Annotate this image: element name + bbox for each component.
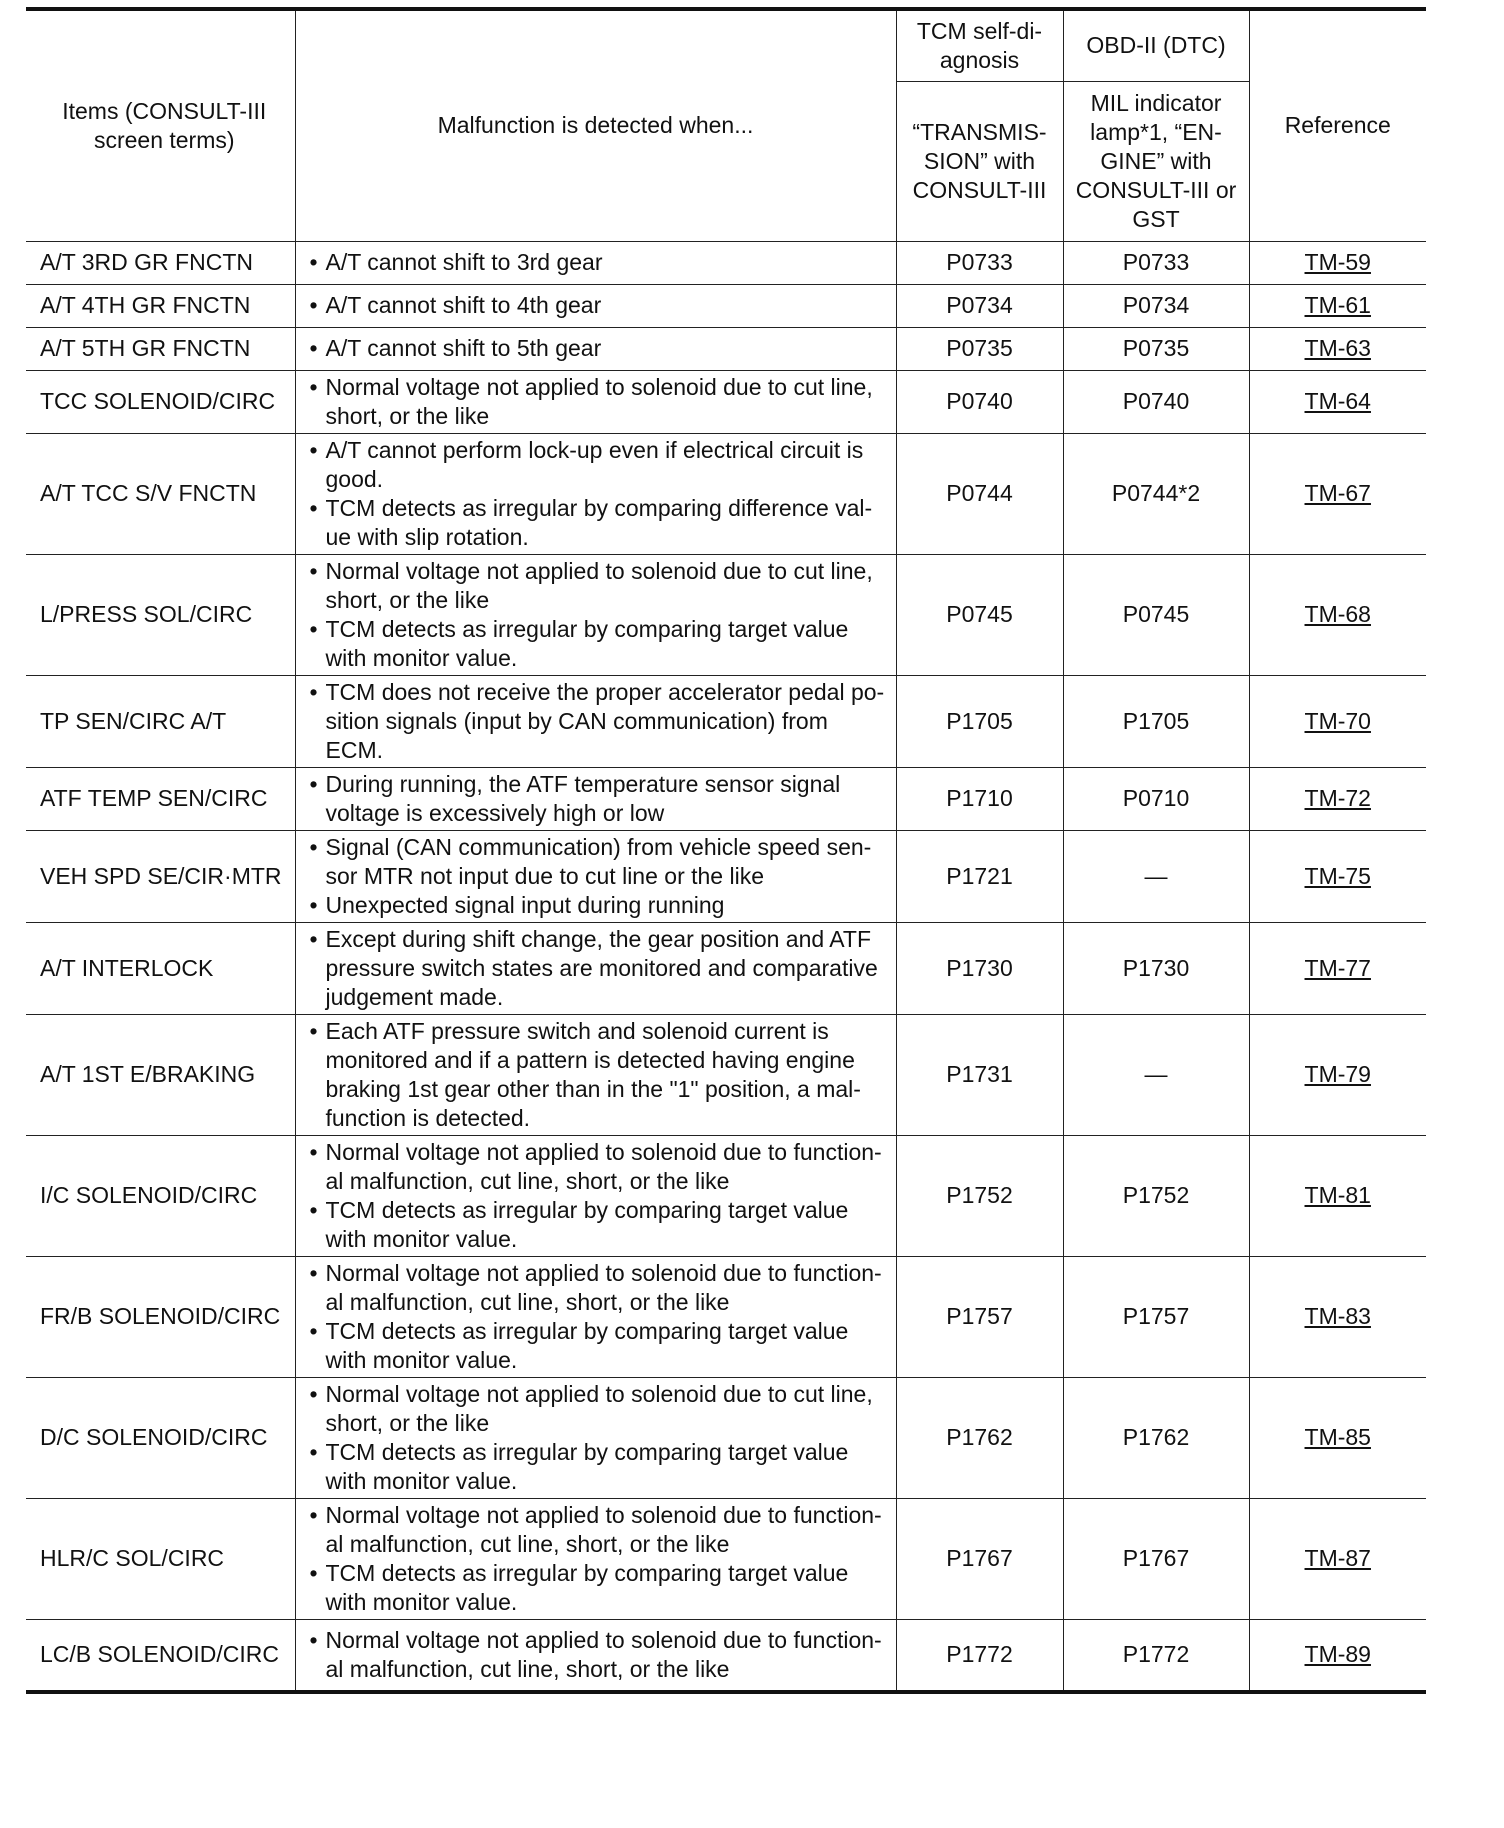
- dtc-table-wrapper: [26, 7, 1426, 1694]
- malfunction-description: [295, 554, 896, 675]
- item-name: A/T INTERLOCK: [26, 922, 295, 1014]
- description-list: [302, 768, 890, 830]
- malfunction-description: [295, 1498, 896, 1619]
- table-row: [26, 554, 1426, 675]
- header-malfunction: Malfunction is detected when...: [295, 9, 896, 241]
- description-item: • Unexpected signal input during running: [302, 891, 890, 920]
- reference-cell: [1249, 1135, 1426, 1256]
- reference-cell: [1249, 433, 1426, 554]
- table-row: [26, 327, 1426, 370]
- description-list: [302, 434, 890, 554]
- table-row: [26, 433, 1426, 554]
- reference-link[interactable]: TM-63: [1304, 335, 1371, 361]
- reference-cell: [1249, 1498, 1426, 1619]
- malfunction-description: [295, 675, 896, 767]
- obd-code: P0735: [1063, 327, 1249, 370]
- reference-cell: [1249, 554, 1426, 675]
- description-item: • Normal voltage not applied to solenoid due to cut line, short, or the like: [302, 557, 890, 615]
- tcm-code: P1767: [896, 1498, 1063, 1619]
- reference-link[interactable]: TM-77: [1304, 954, 1371, 981]
- reference-cell: [1249, 327, 1426, 370]
- table-row: [26, 284, 1426, 327]
- obd-code: P0740: [1063, 370, 1249, 433]
- description-list: [302, 676, 890, 767]
- obd-code: P0745: [1063, 554, 1249, 675]
- description-item: • TCM detects as irregular by comparing difference val-ue with slip rotation.: [302, 494, 890, 552]
- tcm-code: P0744: [896, 433, 1063, 554]
- item-name: TCC SOLENOID/CIRC: [26, 370, 295, 433]
- description-item: • Normal voltage not applied to solenoid due to cut line, short, or the like: [302, 1380, 890, 1438]
- header-reference: Reference: [1249, 9, 1426, 241]
- obd-code: P1705: [1063, 675, 1249, 767]
- reference-link[interactable]: TM-59: [1304, 249, 1371, 275]
- reference-link[interactable]: TM-67: [1304, 480, 1371, 506]
- table-row: [26, 1135, 1426, 1256]
- obd-code: P1752: [1063, 1135, 1249, 1256]
- malfunction-description: [295, 1377, 896, 1498]
- item-name: LC/B SOLENOID/CIRC: [26, 1619, 295, 1692]
- tcm-code: P0734: [896, 284, 1063, 327]
- item-name: A/T 3RD GR FNCTN: [26, 241, 295, 284]
- tcm-code: P1710: [896, 767, 1063, 830]
- malfunction-description: [295, 1256, 896, 1377]
- malfunction-description: [295, 433, 896, 554]
- table-row: [26, 1256, 1426, 1377]
- reference-link[interactable]: TM-68: [1304, 601, 1371, 627]
- obd-code: P0734: [1063, 284, 1249, 327]
- description-item: • A/T cannot shift to 5th gear: [302, 334, 890, 363]
- description-item: • A/T cannot shift to 4th gear: [302, 291, 890, 320]
- item-name: A/T 5TH GR FNCTN: [26, 327, 295, 370]
- reference-link[interactable]: TM-79: [1304, 1061, 1371, 1087]
- description-item: • Normal voltage not applied to solenoid due to function-al malfunction, cut line, short, or the like: [302, 1259, 890, 1317]
- obd-code: P1757: [1063, 1256, 1249, 1377]
- header-items: Items (CONSULT-III screen terms): [26, 9, 295, 241]
- reference-link[interactable]: TM-64: [1304, 388, 1371, 414]
- tcm-code: P1762: [896, 1377, 1063, 1498]
- dtc-table: [26, 7, 1426, 1694]
- header-obd: OBD-II (DTC): [1063, 9, 1249, 81]
- description-list: [302, 371, 890, 433]
- description-list: [302, 1378, 890, 1498]
- description-item: • A/T cannot shift to 3rd gear: [302, 248, 890, 277]
- description-list: [302, 332, 890, 365]
- table-row: [26, 1498, 1426, 1619]
- reference-link[interactable]: TM-89: [1304, 1641, 1371, 1668]
- table-row: [26, 767, 1426, 830]
- item-name: I/C SOLENOID/CIRC: [26, 1135, 295, 1256]
- reference-link[interactable]: TM-81: [1304, 1182, 1371, 1208]
- tcm-code: P1752: [896, 1135, 1063, 1256]
- table-row: [26, 675, 1426, 767]
- malfunction-description: [295, 1014, 896, 1135]
- description-list: [302, 289, 890, 322]
- malfunction-description: [295, 922, 896, 1014]
- reference-link[interactable]: TM-87: [1304, 1545, 1371, 1571]
- reference-link[interactable]: TM-75: [1304, 862, 1371, 889]
- reference-link[interactable]: TM-85: [1304, 1424, 1371, 1450]
- table-row: [26, 1377, 1426, 1498]
- item-name: HLR/C SOL/CIRC: [26, 1498, 295, 1619]
- table-header: [26, 9, 1426, 241]
- tcm-code: P1705: [896, 675, 1063, 767]
- tcm-code: P1772: [896, 1619, 1063, 1692]
- table-body: [26, 241, 1426, 1692]
- obd-code: P1730: [1063, 922, 1249, 1014]
- description-item: • TCM detects as irregular by comparing target value with monitor value.: [302, 1196, 890, 1254]
- obd-code: P0710: [1063, 767, 1249, 830]
- reference-cell: [1249, 284, 1426, 327]
- description-item: • Except during shift change, the gear position and ATF pressure switch states are monitored and comparative judgement made.: [302, 925, 890, 1012]
- reference-cell: [1249, 767, 1426, 830]
- item-name: A/T TCC S/V FNCTN: [26, 433, 295, 554]
- malfunction-description: [295, 1619, 896, 1692]
- malfunction-description: [295, 241, 896, 284]
- table-row: [26, 830, 1426, 922]
- reference-link[interactable]: TM-72: [1304, 785, 1371, 811]
- obd-code: P1762: [1063, 1377, 1249, 1498]
- description-list: [302, 1499, 890, 1619]
- reference-cell: [1249, 830, 1426, 922]
- description-list: [302, 555, 890, 675]
- description-item: • Signal (CAN communication) from vehicle speed sen-sor MTR not input due to cut line or the like: [302, 833, 890, 891]
- reference-cell: [1249, 370, 1426, 433]
- item-name: FR/B SOLENOID/CIRC: [26, 1256, 295, 1377]
- reference-link[interactable]: TM-61: [1304, 292, 1371, 318]
- malfunction-description: [295, 830, 896, 922]
- description-list: [302, 1624, 890, 1686]
- reference-cell: [1249, 1256, 1426, 1377]
- tcm-code: P0733: [896, 241, 1063, 284]
- description-list: [302, 1136, 890, 1256]
- item-name: TP SEN/CIRC A/T: [26, 675, 295, 767]
- obd-code: P0744*2: [1063, 433, 1249, 554]
- tcm-code: P1757: [896, 1256, 1063, 1377]
- tcm-code: P0745: [896, 554, 1063, 675]
- malfunction-description: [295, 370, 896, 433]
- description-item: • TCM detects as irregular by comparing target value with monitor value.: [302, 1317, 890, 1375]
- item-name: A/T 4TH GR FNCTN: [26, 284, 295, 327]
- description-item: • Normal voltage not applied to solenoid due to function-al malfunction, cut line, short, or the like: [302, 1626, 890, 1684]
- header-tcm-sub: “TRANSMIS-SION” with CONSULT-III: [896, 81, 1063, 241]
- reference-cell: [1249, 1377, 1426, 1498]
- description-list: [302, 923, 890, 1014]
- description-item: • Normal voltage not applied to solenoid due to function-al malfunction, cut line, short, or the like: [302, 1501, 890, 1559]
- reference-cell: [1249, 241, 1426, 284]
- tcm-code: P1731: [896, 1014, 1063, 1135]
- description-list: [302, 1257, 890, 1377]
- description-item: • TCM detects as irregular by comparing target value with monitor value.: [302, 1559, 890, 1617]
- description-item: • Each ATF pressure switch and solenoid current is monitored and if a pattern is detected having engine braking 1st gear other than in the "1" position, a mal-function is detected.: [302, 1017, 890, 1133]
- malfunction-description: [295, 327, 896, 370]
- malfunction-description: [295, 284, 896, 327]
- reference-cell: [1249, 675, 1426, 767]
- description-item: • TCM does not receive the proper accelerator pedal po-sition signals (input by CAN communication) from ECM.: [302, 678, 890, 765]
- obd-code: P1772: [1063, 1619, 1249, 1692]
- reference-link[interactable]: TM-83: [1304, 1303, 1371, 1329]
- tcm-code: P1730: [896, 922, 1063, 1014]
- item-name: A/T 1ST E/BRAKING: [26, 1014, 295, 1135]
- obd-code: P0733: [1063, 241, 1249, 284]
- obd-code: P1767: [1063, 1498, 1249, 1619]
- description-item: • TCM detects as irregular by comparing target value with monitor value.: [302, 615, 890, 673]
- tcm-code: P1721: [896, 830, 1063, 922]
- table-row: [26, 241, 1426, 284]
- description-list: [302, 246, 890, 279]
- item-name: VEH SPD SE/CIR·MTR: [26, 830, 295, 922]
- description-item: • Normal voltage not applied to solenoid due to cut line, short, or the like: [302, 373, 890, 431]
- reference-cell: [1249, 1619, 1426, 1692]
- malfunction-description: [295, 1135, 896, 1256]
- reference-cell: [1249, 1014, 1426, 1135]
- tcm-code: P0740: [896, 370, 1063, 433]
- table-row: [26, 1619, 1426, 1692]
- tcm-code: P0735: [896, 327, 1063, 370]
- table-row: [26, 1014, 1426, 1135]
- header-obd-sub: MIL indicator lamp*1, “EN-GINE” with CONSULT-III or GST: [1063, 81, 1249, 241]
- description-list: [302, 831, 890, 922]
- description-list: [302, 1015, 890, 1135]
- reference-cell: [1249, 922, 1426, 1014]
- description-item: • During running, the ATF temperature sensor signal voltage is excessively high or low: [302, 770, 890, 828]
- table-row: [26, 370, 1426, 433]
- obd-code: —: [1063, 830, 1249, 922]
- item-name: L/PRESS SOL/CIRC: [26, 554, 295, 675]
- reference-link[interactable]: TM-70: [1304, 707, 1371, 734]
- item-name: D/C SOLENOID/CIRC: [26, 1377, 295, 1498]
- description-item: • A/T cannot perform lock-up even if electrical circuit is good.: [302, 436, 890, 494]
- description-item: • Normal voltage not applied to solenoid due to function-al malfunction, cut line, short, or the like: [302, 1138, 890, 1196]
- table-row: [26, 922, 1426, 1014]
- item-name: ATF TEMP SEN/CIRC: [26, 767, 295, 830]
- obd-code: —: [1063, 1014, 1249, 1135]
- description-item: • TCM detects as irregular by comparing target value with monitor value.: [302, 1438, 890, 1496]
- malfunction-description: [295, 767, 896, 830]
- header-tcm: TCM self-di-agnosis: [896, 9, 1063, 81]
